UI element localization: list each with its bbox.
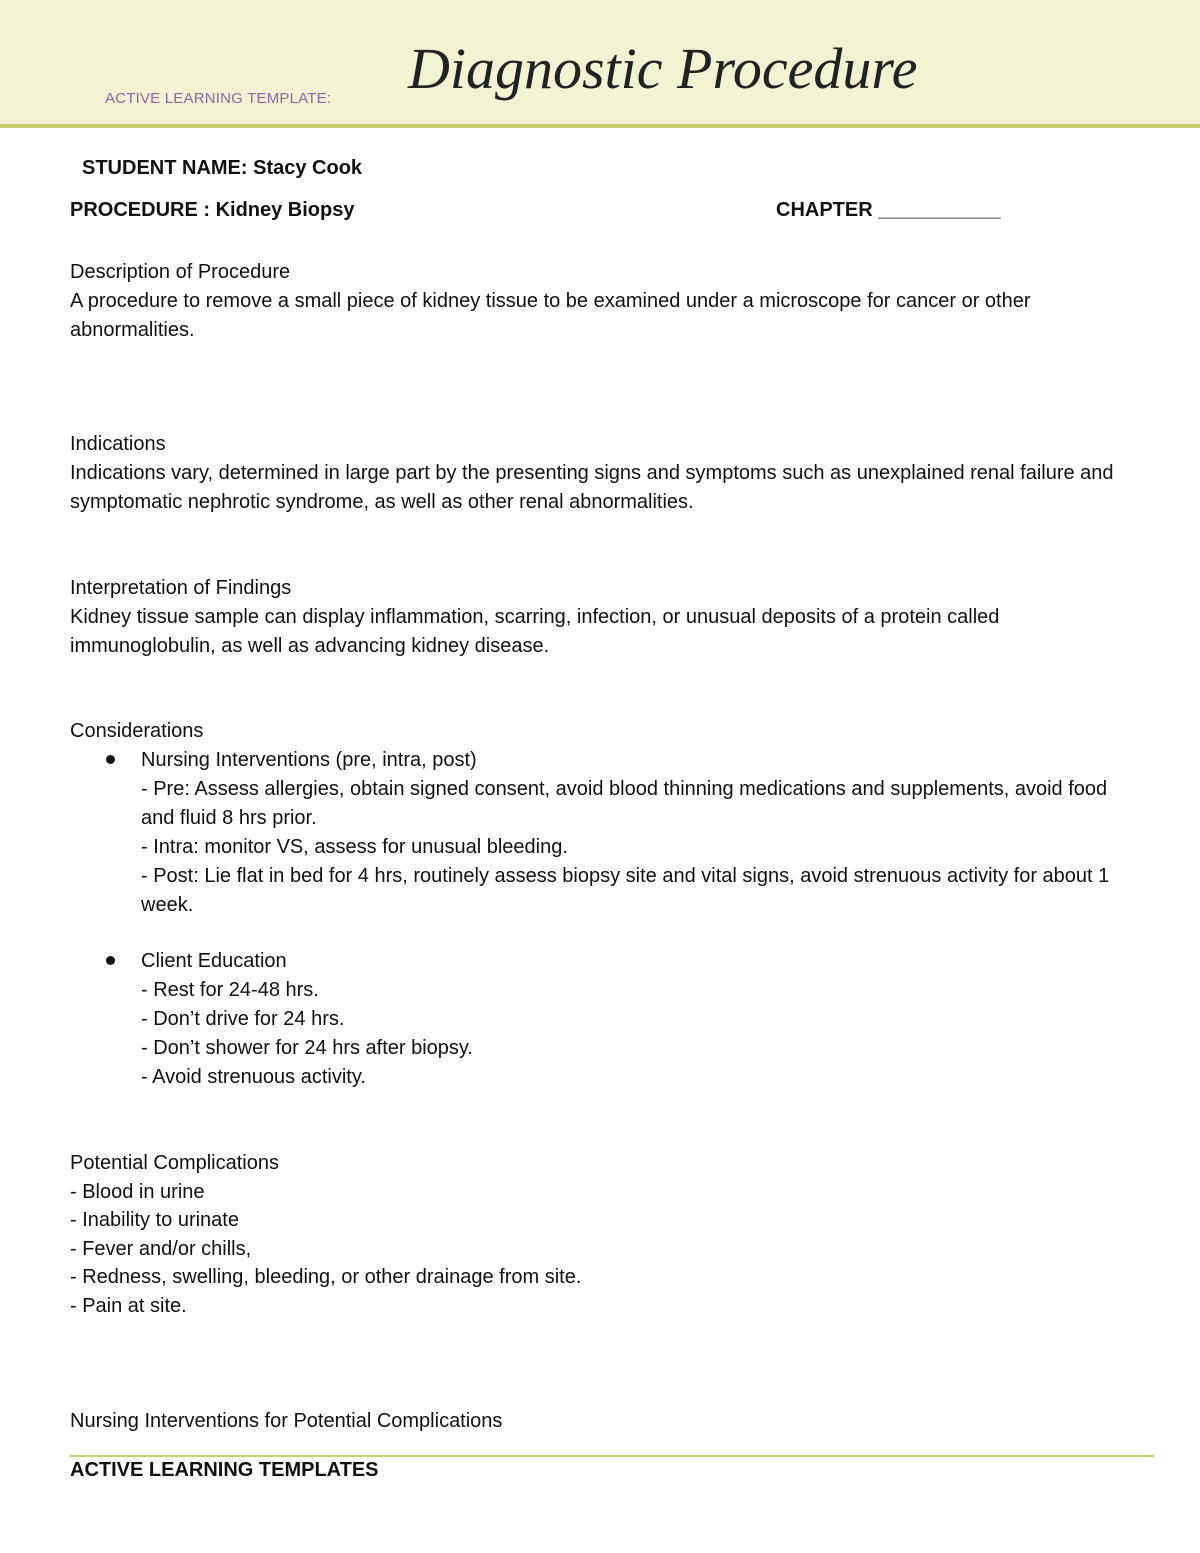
header-banner <box>0 0 1200 128</box>
footer-label: ACTIVE LEARNING TEMPLATES <box>70 1459 379 1481</box>
interpretation-heading: Interpretation of Findings <box>70 577 292 599</box>
bullet-icon <box>106 956 115 965</box>
complication-item: - Redness, swelling, bleeding, or other drainage from site. <box>70 1266 582 1289</box>
nursing-item: - Pre: Assess allergies, obtain signed consent, avoid blood thinning medications and supplements, avoid food and fluid 8 hrs prior. <box>141 778 1108 829</box>
nursing-item: - Post: Lie flat in bed for 4 hrs, routinely assess biopsy site and vital signs, avoid strenuous activity for about 1 week. <box>141 865 1110 916</box>
nursing-complications-heading: Nursing Interventions for Potential Complications <box>70 1410 503 1432</box>
chapter-field: CHAPTER ___________ <box>776 199 1001 221</box>
nursing-interventions-title: Nursing Interventions (pre, intra, post) <box>141 749 477 771</box>
considerations-heading: Considerations <box>70 720 204 742</box>
education-item: - Avoid strenuous activity. <box>141 1066 366 1088</box>
indications-heading: Indications <box>70 433 166 455</box>
template-label: ACTIVE LEARNING TEMPLATE: <box>105 90 332 107</box>
interpretation-text: Kidney tissue sample can display inflammation, scarring, infection, or unusual deposits of a protein called immunoglobulin, as well as advancing kidney disease. <box>70 606 1000 657</box>
indications-text: Indications vary, determined in large part by the presenting signs and symptoms such as unexplained renal failure and symptomatic nephrotic syndrome, as well as other renal abnormalities. <box>70 462 1114 513</box>
education-item: - Don’t drive for 24 hrs. <box>141 1008 345 1030</box>
complications-list <box>70 1149 581 1321</box>
education-item: - Don’t shower for 24 hrs after biopsy. <box>141 1037 473 1059</box>
complications-heading: Potential Complications <box>70 1152 279 1174</box>
complication-item: - Blood in urine <box>70 1180 205 1203</box>
complication-item: - Fever and/or chills, <box>70 1237 252 1260</box>
complication-item: - Pain at site. <box>70 1294 187 1317</box>
complication-item: - Inability to urinate <box>70 1209 239 1232</box>
client-education-bullet <box>70 947 1130 1092</box>
nursing-item: - Intra: monitor VS, assess for unusual bleeding. <box>141 836 568 858</box>
template-title: Diagnostic Procedure <box>408 36 918 101</box>
client-education-title: Client Education <box>141 950 287 972</box>
description-heading: Description of Procedure <box>70 261 291 283</box>
procedure-name: PROCEDURE : Kidney Biopsy <box>70 199 355 221</box>
bullet-icon <box>106 755 115 764</box>
education-item: - Rest for 24-48 hrs. <box>141 979 319 1001</box>
description-text: A procedure to remove a small piece of kidney tissue to be examined under a microscope for cancer or other abnormalities. <box>70 290 1031 341</box>
student-name: STUDENT NAME: Stacy Cook <box>82 157 363 179</box>
nursing-interventions-bullet <box>70 746 1130 920</box>
